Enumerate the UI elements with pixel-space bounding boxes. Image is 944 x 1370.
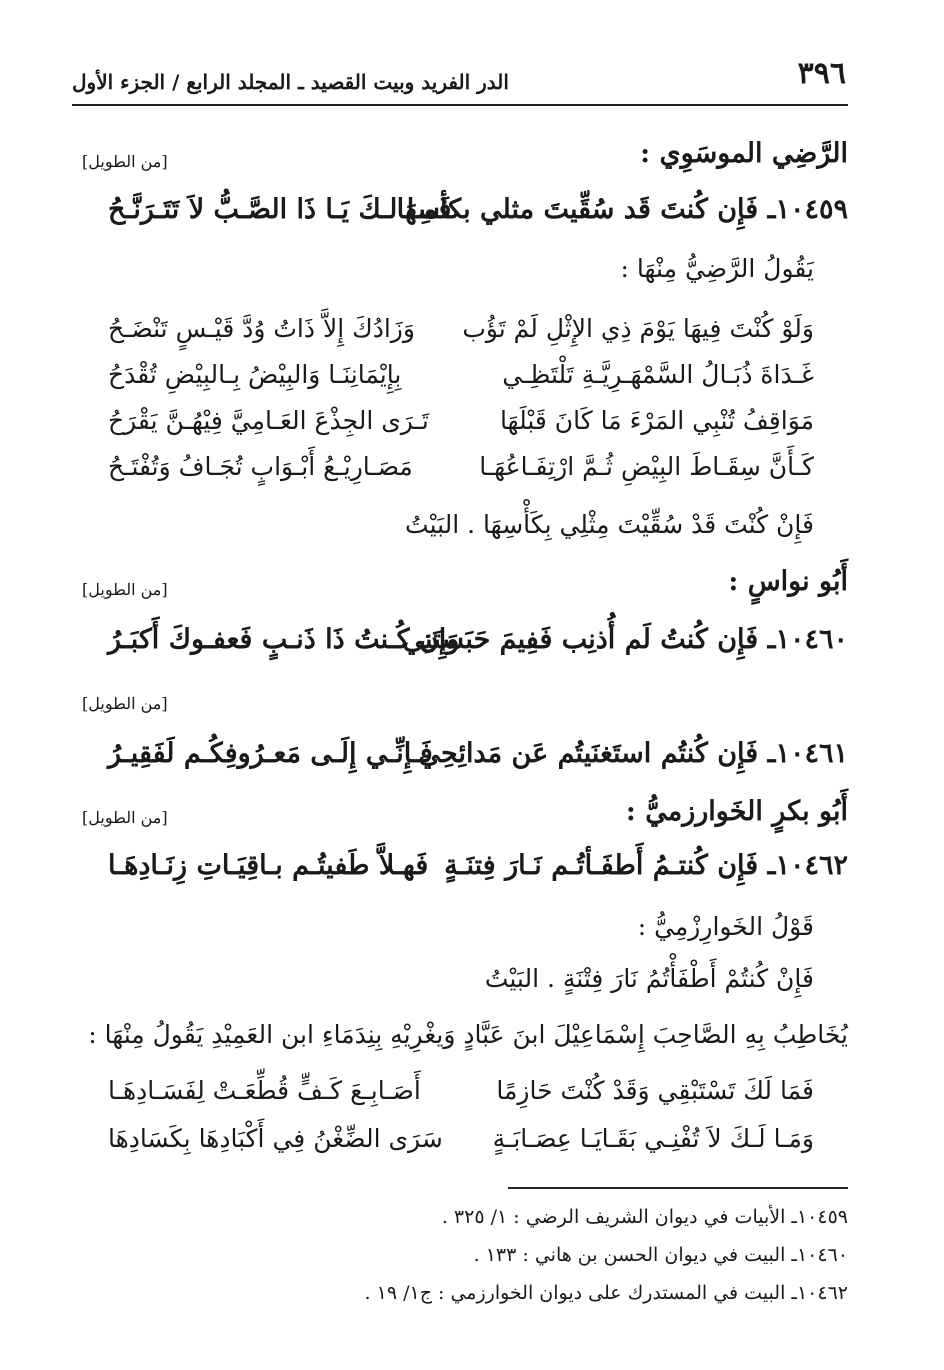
meter-label: [من الطويل] [82, 694, 168, 713]
poem-line-second: وَزَادُكَ إِلاَّ ذَاتُ وُدَّ قَيْـسٍ تَنْضَـحُ [108, 314, 415, 343]
poem-line-first: مَوَاقِفُ تُنْبِي المَرْءَ مَا كَانَ قَبْلَهَا [499, 406, 814, 435]
poet-heading-nuwas: أَبُو نواسٍ : [728, 566, 848, 597]
poem-line-second: بِإِيْمَانِنَـا وَالبِيْضُ بِـالبِيْضِ تُقْدَحُ [108, 360, 402, 389]
meter-label: [من الطويل] [82, 152, 168, 171]
poem-line-first: فَمَا لَكَ تَسْتَبْقِي وَقَدْ كُنْتَ حَازِمًا [496, 1076, 814, 1105]
poet-heading-khwarizmi: أَبُو بكرٍ الخَوارزميُّ : [625, 796, 848, 827]
meter-label: [من الطويل] [82, 580, 168, 599]
poem-line-second: أَصَـابِـعَ كَـفٍّ قُطِّعَـتْ لِفَسَـادِهَـا [108, 1076, 421, 1105]
verse-10462-second-hemistich: فَهـلاَّ طَفيتُـم بـاقِيَـاتِ زِنَـادِهَـا [108, 850, 429, 881]
footnote: ١٠٤٦٠ـ البيت في ديوان الحسن بن هاني : ١٣٣ . [473, 1244, 848, 1266]
footnote-rule [508, 1187, 848, 1189]
poem-line-first: غَـدَاةَ ذُبَـالُ السَّمْهَـرِيَّـةِ تَلْتَظِـي [502, 360, 814, 389]
footnote: ١٠٤٦٢ـ البيت في المستدرك على ديوان الخوارزمي : ج١/ ١٩ . [364, 1282, 848, 1304]
verse-10460-first-hemistich: ١٠٤٦٠ـ فَإِن كُنتُ لَم أُذنِب فَفِيمَ حَبَستَنِي [402, 624, 848, 655]
poet-heading-radi: الرَّضِي الموسَوِي : [640, 138, 848, 169]
running-title: الدر الفريد وبيت القصيد ـ المجلد الرابع / الجزء الأول [72, 70, 509, 94]
intro-khwarizmi: قَوْلُ الخَوارِزْمِيُّ : [637, 912, 814, 941]
verse-10460-second-hemistich: وَإِن كُـنتُ ذَا ذَنـبٍ فَعفـوكَ أَكبَـرُ [108, 624, 460, 655]
quote-radi: فَإِنْ كُنْتَ قَدْ سُقِّيْتَ مِثْلِي بِكَأْسِهَا . البَيْتُ [405, 510, 814, 539]
intro-radi: يَقُولُ الرَّضِيُّ مِنْهَا : [620, 254, 814, 283]
poem-line-first: وَمَـا لَـكَ لاَ تُفْنِـي بَقَـايَـا عِصَـابَـةٍ [492, 1124, 814, 1153]
verse-10459-first-hemistich: ١٠٤٥٩ـ فَإِن كُنتَ قَد سُقِّيتَ مثلي بكأسِهَا [396, 194, 848, 225]
poem-line-first: كَـأَنَّ سِقَـاطَ البِيْضِ ثُـمَّ ارْتِفَـاعُهَـا [479, 452, 814, 481]
header-rule [72, 104, 848, 106]
verse-10461-second-hemistich: فَـإِنِّـي إِلَـى مَعـرُوفِكُـم لَفَقِيـرُ [108, 738, 433, 769]
context-paragraph: يُخَاطِبُ بِهِ الصَّاحِبَ إِسْمَاعِيْلَ ابنَ عَبَّادٍ وَيغْرِيْهِ بِنِدَمَاءِ ابن العَمِيْدِ يَقُولُ مِنْهَا : [88, 1020, 848, 1049]
poem-line-second: سَرَى الضِّغْنُ فِي أَكْبَادِهَا بِكَسَادِهَا [108, 1124, 443, 1153]
footnote: ١٠٤٥٩ـ الأبيات في ديوان الشريف الرضي : ١/ ٣٢٥ . [441, 1206, 848, 1228]
poem-line-second: مَصَـارِيْـعُ أَبْـوَابٍ تُجَـافُ وَتُفْتَـحُ [108, 452, 413, 481]
verse-10461-first-hemistich: ١٠٤٦١ـ فَإِن كُنتُم استَغنَيتُم عَن مَدائِحِي [418, 738, 848, 769]
verse-10462-first-hemistich: ١٠٤٦٢ـ فَإِن كُنتـمُ أَطفَـأتُـم نَـارَ فِتنَـةٍ [444, 850, 848, 881]
verse-10459-second-hemistich: فَمـا لـكَ يَـا ذَا الصَّـبُّ لاَ تَتَـرَنَّـحُ [108, 194, 452, 225]
page-number: ٣٩٦ [797, 56, 846, 91]
poem-line-second: تَـرَى الجِذْعَ العَـامِيَّ فِيْهُـنَّ يَقْرَحُ [108, 406, 429, 435]
meter-label: [من الطويل] [82, 808, 168, 827]
quote-khwarizmi: فَإِنْ كُنتُمْ أَطْفَأْتُمُ نَارَ فِتْنَةٍ . البَيْتُ [484, 964, 814, 993]
poem-line-first: وَلَوْ كُنْتَ فِيهَا يَوْمَ ذِي الإِثْلِ لَمْ تَؤُب [462, 314, 814, 343]
